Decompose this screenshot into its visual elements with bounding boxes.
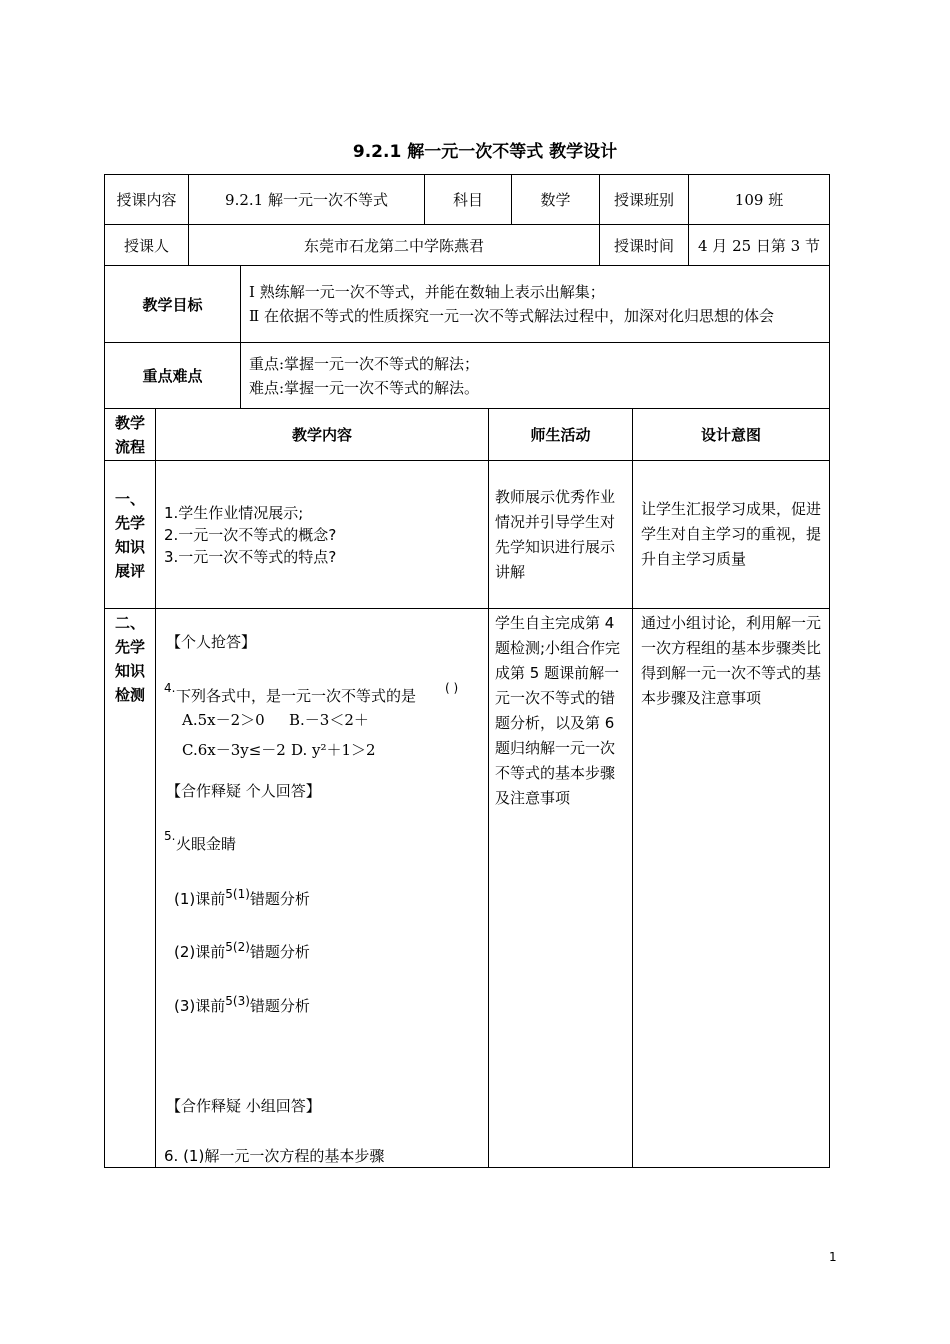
- section1-item-3: 3.一元一次不等式的特点?: [164, 547, 337, 566]
- keypoint-line-2: 难点:掌握一元一次不等式的解法。: [249, 378, 480, 397]
- heading-cooperative-group: 【合作释疑 小组回答】: [166, 1097, 321, 1115]
- section1-intent: 让学生汇报学习成果，促进学生对自主学习的重视，提升自主学习质量: [633, 461, 830, 609]
- q4-paren: ( ): [445, 681, 459, 695]
- section1-item-2: 2.一元一次不等式的概念?: [164, 525, 337, 544]
- section1-flow: 一、先学知识展评: [105, 461, 156, 609]
- heading-individual: 【个人抢答】: [166, 633, 257, 651]
- class-value: 109 班: [689, 175, 830, 225]
- page-title: 9.2.1 解一元一次不等式 教学设计: [352, 142, 618, 162]
- section1-item-1: 1.学生作业情况展示;: [164, 503, 304, 522]
- page-number: 1: [829, 1250, 837, 1264]
- q5-number: 5.: [164, 829, 176, 843]
- q4-option-b: B.－3＜2＋: [289, 711, 369, 729]
- q4-number: 4.: [164, 681, 176, 695]
- goals-cell: [241, 266, 830, 343]
- header-content: 教学内容: [156, 409, 489, 461]
- section1-activity: 教师展示优秀作业情况并引导学生对先学知识进行展示讲解: [489, 461, 633, 609]
- content-label: 授课内容: [105, 175, 189, 225]
- keypoint-line-1: 重点:掌握一元一次不等式的解法；: [249, 354, 480, 373]
- goal-line-1: Ⅰ 熟练解一元一次不等式，并能在数轴上表示出解集；: [249, 283, 605, 301]
- keypoints-label: 重点难点: [105, 343, 241, 409]
- time-label: 授课时间: [600, 225, 689, 266]
- header-intent: 设计意图: [633, 409, 830, 461]
- class-label: 授课班别: [600, 175, 689, 225]
- q4-option-a: A.5x－2＞0: [182, 711, 265, 729]
- keypoints-cell: [241, 343, 830, 409]
- time-value: 4 月 25 日第 3 节: [689, 225, 830, 266]
- goals-table: [104, 265, 830, 409]
- q5-3: (3)课前$^{5(3)}$错题分析: [174, 994, 310, 1015]
- process-table: [104, 408, 830, 1168]
- heading-cooperative-individual: 【合作释疑 个人回答】: [166, 782, 321, 800]
- section2-activity: 学生自主完成第 4 题检测;小组合作完成第 5 题课前解一元一次不等式的错题分析，以及第 6 题归纳解一元一次不等式的基本步骤及注意事项: [489, 609, 633, 1168]
- q5-text: 火眼金睛: [176, 835, 237, 853]
- q4-option-d: D. y²＋1＞2: [291, 741, 376, 759]
- subject-value: 数学: [512, 175, 600, 225]
- subject-label: 科目: [425, 175, 512, 225]
- section2-flow: 二、先学知识检测: [105, 609, 156, 1168]
- section2-content: [156, 609, 489, 1168]
- q4-text: 下列各式中，是一元一次不等式的是: [176, 687, 417, 705]
- q5-2: (2)课前$^{5(2)}$错题分析: [174, 940, 310, 961]
- goals-label: 教学目标: [105, 266, 241, 343]
- teacher-label: 授课人: [105, 225, 189, 266]
- teacher-value: 东莞市石龙第二中学陈燕君: [189, 225, 600, 266]
- info-table: [104, 174, 830, 266]
- goal-line-2: Ⅱ 在依据不等式的性质探究一元一次不等式解法过程中，加深对化归思想的体会: [249, 307, 774, 325]
- q4-option-c: C.6x－3y≤－2: [182, 741, 286, 759]
- header-flow: 教学流程: [105, 409, 156, 461]
- section2-intent: 通过小组讨论，利用解一元一次方程组的基本步骤类比得到解一元一次不等式的基本步骤及注意事项: [633, 609, 830, 1168]
- content-value: 9.2.1 解一元一次不等式: [189, 175, 425, 225]
- q5-1: (1)课前$^{5(1)}$错题分析: [174, 887, 310, 908]
- header-activity: 师生活动: [489, 409, 633, 461]
- section1-content: [156, 461, 489, 609]
- q6: 6. (1)解一元一次方程的基本步骤: [164, 1147, 385, 1165]
